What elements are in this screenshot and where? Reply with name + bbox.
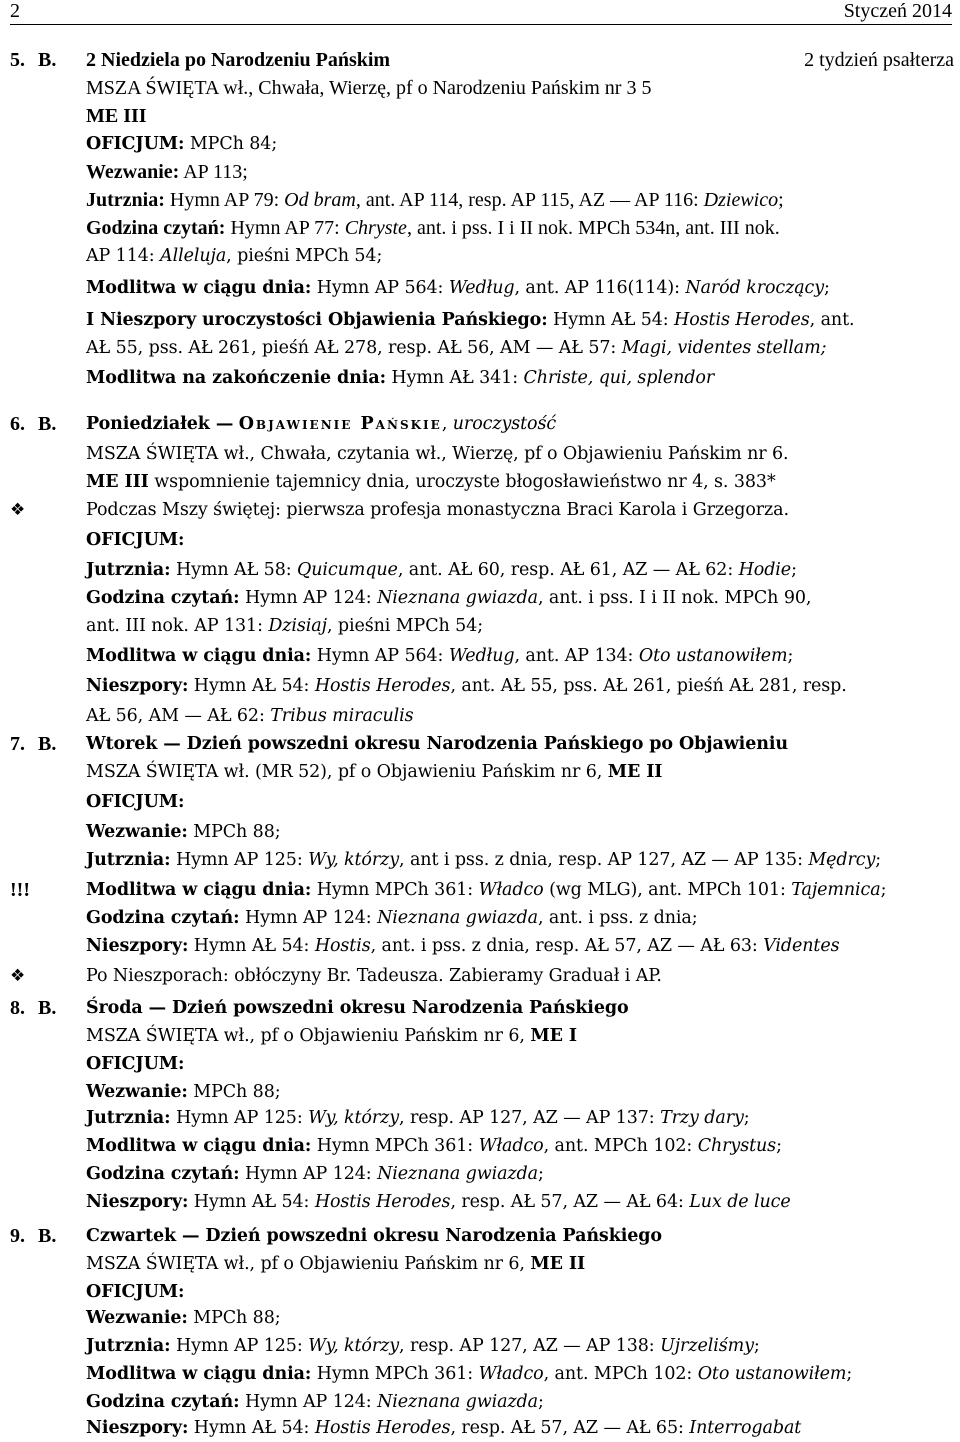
day-title-row [86, 46, 954, 74]
day-title: Środa — Dzień powszedni okresu Narodzenia Pańskiego [86, 998, 629, 1018]
day-number: 6. [10, 413, 25, 435]
jutrznia-refs: , resp. AP 127, AZ — AP 137: [399, 1108, 655, 1128]
modlitwa-ant-title: Naród kroczący [685, 278, 825, 298]
modlitwa-label: Modlitwa w ciągu dnia: [86, 646, 312, 666]
modlitwa-refs: , ant. MPCh 102: [543, 1136, 693, 1156]
wezwanie-label: Wezwanie: [86, 822, 188, 842]
modlitwa-refs: , ant. AP 134: [514, 646, 634, 666]
mass-line [86, 440, 954, 468]
day-letter: B. [38, 997, 57, 1019]
alert-marker: !!! [10, 879, 30, 901]
czytan-label: Godzina czytań: [86, 588, 240, 608]
me-label: ME I [530, 1026, 577, 1046]
modlitwa-end: ; [880, 880, 887, 900]
nieszpory-hymn: Hymn AŁ 54: [193, 676, 310, 696]
czytan-hymn: Hymn AP 124: [244, 1164, 372, 1184]
header-date: Styczeń 2014 [843, 0, 952, 22]
modlitwa-ant-title: Chrystus [697, 1136, 777, 1156]
oficjum-line [86, 1050, 954, 1078]
czytan-hymn: Hymn AP 124: [244, 908, 372, 928]
day-title: Czwartek — Dzień powszedni okresu Narodzenia Pańskiego [86, 1226, 663, 1246]
czytan-label: Godzina czytań: [86, 908, 240, 928]
nieszpory-ant-title: Lux de luce [689, 1192, 791, 1212]
jutrznia-hymn-title: Wy, którzy [308, 1336, 400, 1356]
jutrznia-label: Jutrznia: [86, 1336, 171, 1356]
modlitwa-hymn: Hymn AP 564: [316, 278, 444, 298]
nieszpory-line [86, 1188, 954, 1216]
nieszpory-refs: , ant. [809, 310, 855, 330]
me-label: ME II [530, 1254, 586, 1274]
modlitwa-refs: (wg MLG), ant. MPCh 101: [543, 880, 786, 900]
jutrznia-hymn: Hymn AP 125: [175, 1108, 303, 1128]
jutrznia-label: Jutrznia: [86, 560, 171, 580]
nieszpory-hymn: Hymn AŁ 54: [193, 1192, 310, 1212]
modlitwa-hymn-title: Władco [478, 1136, 544, 1156]
nieszpory-hymn: Hymn AŁ 54: [193, 1418, 310, 1438]
wezwanie-value: MPCh 88; [193, 1082, 281, 1102]
kompleta-label: Modlitwa na zakończenie dnia: [86, 368, 386, 388]
note-line [86, 496, 954, 524]
jutrznia-hymn: Hymn AP 125: [175, 1336, 303, 1356]
nieszpory-hymn-title: Hostis Herodes [314, 1192, 451, 1212]
modlitwa-hymn-title: Według [448, 646, 515, 666]
nieszpory-line-2 [86, 334, 954, 362]
jutrznia-ant-title: Mędrcy [808, 850, 876, 870]
nieszpory-line-2 [86, 702, 954, 730]
psalter-week: 2 tydzień psałterza [804, 49, 954, 71]
mass-text: MSZA ŚWIĘTA wł., pf o Objawieniu Pańskim nr 6, [86, 1026, 525, 1046]
me-label: ME III [86, 472, 149, 492]
nieszpory-line [86, 672, 954, 700]
me-label: ME II [607, 762, 663, 782]
modlitwa-line [86, 642, 954, 670]
kompleta-hymn: Hymn AŁ 341: [391, 368, 519, 388]
czytan2-rest: , pieśni MPCh 54; [226, 246, 383, 266]
jutrznia-line [86, 556, 954, 584]
modlitwa-end: ; [776, 1136, 782, 1156]
modlitwa-hymn: Hymn MPCh 361: [316, 1136, 474, 1156]
day-title-row [86, 410, 954, 438]
jutrznia-refs: , ant. AP 114, resp. AP 115, AZ — AP 116: [355, 189, 699, 211]
czytan-line [86, 584, 954, 612]
jutrznia-line [86, 846, 954, 874]
nieszpory2-refs: AŁ 56, AM — AŁ 62: [86, 706, 265, 726]
jutrznia-hymn-title: Quicumque [297, 560, 398, 580]
czytan-line [86, 904, 954, 932]
nieszpory-hymn: Hymn AŁ 54: [193, 936, 310, 956]
jutrznia-ant-title: Trzy dary [660, 1108, 744, 1128]
day-title: Poniedziałek — [86, 414, 234, 434]
czytan-refs: , ant. i pss. z dnia; [538, 908, 698, 928]
nieszpory-label: Nieszpory: [86, 1418, 189, 1438]
jutrznia-hymn: Hymn AP 125: [175, 850, 303, 870]
nieszpory-line [86, 932, 954, 960]
day-letter: B. [38, 733, 57, 755]
modlitwa-line [86, 876, 954, 904]
jutrznia-hymn: Hymn AP 79: [169, 189, 280, 211]
mass-line [86, 74, 954, 102]
modlitwa-hymn: Hymn MPCh 361: [316, 1364, 474, 1384]
modlitwa-ant-title: Oto ustanowiłem [638, 646, 788, 666]
modlitwa-line [86, 1132, 954, 1160]
czytan-hymn: Hymn AP 77: [230, 217, 340, 239]
day-letter: B. [38, 1225, 57, 1247]
day-letter: B. [38, 413, 57, 435]
nieszpory-hymn-title: Hostis Herodes [314, 676, 451, 696]
page-header [10, 0, 952, 25]
nieszpory-ant-title: Videntes [763, 936, 840, 956]
czytan2-ref: AP 114: [86, 246, 155, 266]
czytan-hymn: Hymn AP 124: [244, 1392, 372, 1412]
modlitwa-refs: , ant. AP 116(114): [514, 278, 680, 298]
oficjum-label: OFICJUM: [86, 1054, 185, 1074]
czytan-label: Godzina czytań: [86, 1164, 240, 1184]
wezwanie-label: Wezwanie: [86, 1308, 188, 1328]
day-title-row [86, 730, 954, 758]
nieszpory-label: Nieszpory: [86, 936, 189, 956]
kompleta-hymn-title: Christe, qui, splendor [523, 368, 715, 388]
jutrznia-hymn-title: Od bram [284, 189, 356, 211]
feast-rank: uroczystość [452, 414, 557, 434]
modlitwa-hymn-title: Władco [478, 1364, 544, 1384]
wezwanie-label: Wezwanie: [86, 1082, 188, 1102]
note-text: Po Nieszporach: obłóczyny Br. Tadeusza. Zabieramy Graduał i AP. [86, 966, 662, 986]
nieszpory-hymn: Hymn AŁ 54: [553, 310, 669, 330]
czytan-hymn-title: Nieznana gwiazda [377, 588, 538, 608]
mass-line [86, 1022, 954, 1050]
note-text: Podczas Mszy świętej: pierwsza profesja monastyczna Braci Karola i Grzegorza. [86, 500, 789, 520]
jutrznia-ant-title: Dziewico [703, 189, 779, 211]
day-title: Wtorek — Dzień powszedni okresu Narodzenia Pańskiego po Objawieniu [86, 734, 789, 754]
czytan-line-2 [86, 612, 954, 640]
kompleta-line [86, 364, 954, 392]
nieszpory2-title: Magi, videntes stellam; [621, 338, 827, 358]
czytan-refs: ; [538, 1164, 544, 1184]
czytan-hymn-title: Nieznana gwiazda [377, 1164, 538, 1184]
day-title-row [86, 1222, 954, 1250]
modlitwa-hymn: Hymn AP 564: [316, 646, 444, 666]
oficjum-label: OFICJUM: [86, 1282, 185, 1302]
jutrznia-label: Jutrznia: [86, 189, 165, 211]
modlitwa-label: Modlitwa w ciągu dnia: [86, 278, 312, 298]
jutrznia-ant-title: Hodie [738, 560, 792, 580]
modlitwa-end: ; [787, 646, 794, 666]
oficjum-line [86, 130, 954, 158]
me-value: wspomnienie tajemnicy dnia, uroczyste błogosławieństwo nr 4, s. 383* [154, 472, 776, 492]
nieszpory-ant-title: Interrogabat [689, 1418, 802, 1438]
modlitwa-label: Modlitwa w ciągu dnia: [86, 1136, 312, 1156]
mass-text: MSZA ŚWIĘTA wł., pf o Objawieniu Pańskim nr 6, [86, 1254, 525, 1274]
nieszpory-hymn-title: Hostis Herodes [674, 310, 810, 330]
nieszpory-label: Nieszpory: [86, 1192, 189, 1212]
mass-text: MSZA ŚWIĘTA wł., Chwała, Wierzę, pf o Narodzeniu Pańskim nr 3 [86, 77, 637, 99]
nieszpory-refs: , resp. AŁ 57, AZ — AŁ 64: [450, 1192, 684, 1212]
title-sep: , [441, 414, 453, 434]
modlitwa-end: ; [846, 1364, 853, 1384]
me-label: ME III [86, 105, 147, 127]
nieszpory-label: Nieszpory: [86, 676, 189, 696]
modlitwa-hymn-title: Władco [478, 880, 544, 900]
oficjum-line [86, 788, 954, 816]
czytan-refs: ; [538, 1392, 544, 1412]
oficjum-label: OFICJUM: [86, 792, 185, 812]
wezwanie-label: Wezwanie: [86, 161, 180, 183]
jutrznia-end: ; [875, 850, 882, 870]
jutrznia-label: Jutrznia: [86, 850, 171, 870]
jutrznia-label: Jutrznia: [86, 1108, 171, 1128]
diamond-bullet-icon: ❖ [10, 966, 26, 986]
modlitwa-end: ; [824, 278, 830, 298]
jutrznia-end: ; [791, 560, 797, 580]
mass-line [86, 1250, 954, 1278]
wezwanie-value: AP 113; [183, 161, 248, 183]
jutrznia-ant-title: Ujrzeliśmy [660, 1336, 754, 1356]
feast-name: Objawienie Pańskie [238, 414, 442, 434]
nieszpory-hymn-title: Hostis Herodes [314, 1418, 451, 1438]
modlitwa-ant-title: Tajemnica [791, 880, 881, 900]
czytan-line [86, 214, 954, 242]
modlitwa-line [86, 274, 954, 302]
nieszpory-refs: , ant. i pss. z dnia, resp. AŁ 57, AZ — AŁ 63: [370, 936, 758, 956]
day-number: 8. [10, 997, 25, 1019]
czytan-hymn-title: Nieznana gwiazda [377, 1392, 538, 1412]
mass-ref: 5 [641, 77, 652, 99]
czytan2-ref: ant. III nok. AP 131: [86, 616, 263, 636]
jutrznia-hymn: Hymn AŁ 58: [175, 560, 292, 580]
mass-line [86, 758, 954, 786]
nieszpory-hymn-title: Hostis [314, 936, 371, 956]
oficjum-line [86, 526, 954, 554]
oficjum-value: MPCh 84; [189, 134, 278, 154]
czytan2-title: Dzisiaj [268, 616, 327, 636]
czytan-refs: , ant. i pss. I i II nok. MPCh 90, [538, 588, 812, 608]
nieszpory-line [86, 1414, 954, 1442]
nieszpory2-title: Tribus miraculis [270, 706, 414, 726]
nieszpory-line [86, 306, 954, 334]
jutrznia-hymn-title: Wy, którzy [308, 1108, 400, 1128]
day-letter: B. [38, 49, 57, 71]
modlitwa-ant-title: Oto ustanowiłem [697, 1364, 847, 1384]
day-number: 7. [10, 733, 25, 755]
mass-text: MSZA ŚWIĘTA wł., Chwała, czytania wł., Wierzę, pf o Objawieniu Pańskim nr 6. [86, 444, 789, 464]
jutrznia-refs: , ant i pss. z dnia, resp. AP 127, AZ — AP 135: [399, 850, 803, 870]
nieszpory-label: I Nieszpory uroczystości Objawienia Pańskiego: [86, 310, 548, 330]
day-title-row [86, 994, 954, 1022]
me-line [86, 102, 954, 130]
czytan-hymn-title: Chryste [344, 217, 407, 239]
oficjum-label: OFICJUM: [86, 134, 185, 154]
oficjum-line [86, 1278, 954, 1306]
czytan-hymn: Hymn AP 124: [244, 588, 372, 608]
jutrznia-refs: , ant. AŁ 60, resp. AŁ 61, AZ — AŁ 62: [397, 560, 734, 580]
jutrznia-end: ; [778, 189, 784, 211]
modlitwa-hymn-title: Według [448, 278, 515, 298]
wezwanie-line [86, 1078, 954, 1106]
jutrznia-refs: , resp. AP 127, AZ — AP 138: [399, 1336, 655, 1356]
page-number: 2 [10, 0, 20, 22]
wezwanie-value: MPCh 88; [193, 1308, 281, 1328]
nieszpory-refs: , resp. AŁ 57, AZ — AŁ 65: [450, 1418, 684, 1438]
me-line [86, 468, 954, 496]
jutrznia-line [86, 1332, 954, 1360]
jutrznia-line [86, 1104, 954, 1132]
modlitwa-hymn: Hymn MPCh 361: [316, 880, 474, 900]
czytan-hymn-title: Nieznana gwiazda [377, 908, 538, 928]
jutrznia-line [86, 186, 954, 214]
jutrznia-hymn-title: Wy, którzy [308, 850, 400, 870]
nieszpory2-refs: AŁ 55, pss. AŁ 261, pieśń AŁ 278, resp. AŁ 56, AM — AŁ 57: [86, 338, 617, 358]
wezwanie-line [86, 158, 954, 186]
czytan-line-2 [86, 242, 954, 270]
czytan-refs: , ant. i pss. I i II nok. MPCh 534n, ant. III nok. [406, 217, 780, 239]
jutrznia-end: ; [753, 1336, 760, 1356]
note-line [86, 962, 954, 990]
nieszpory-refs: , ant. AŁ 55, pss. AŁ 261, pieśń AŁ 281, resp. [450, 676, 847, 696]
czytan2-title: Alleluja [160, 246, 227, 266]
modlitwa-label: Modlitwa w ciągu dnia: [86, 880, 312, 900]
modlitwa-refs: , ant. MPCh 102: [543, 1364, 693, 1384]
modlitwa-line [86, 1360, 954, 1388]
day-title: 2 Niedziela po Narodzeniu Pańskim [86, 49, 391, 71]
czytan-label: Godzina czytań: [86, 1392, 240, 1412]
mass-text: MSZA ŚWIĘTA wł. (MR 52), pf o Objawieniu Pańskim nr 6, [86, 762, 603, 782]
modlitwa-label: Modlitwa w ciągu dnia: [86, 1364, 312, 1384]
wezwanie-line [86, 818, 954, 846]
day-number: 9. [10, 1225, 25, 1247]
czytan-line [86, 1388, 954, 1416]
czytan2-rest: , pieśni MPCh 54; [326, 616, 484, 636]
day-number: 5. [10, 49, 25, 71]
diamond-bullet-icon: ❖ [10, 500, 26, 520]
czytan-label: Godzina czytań: [86, 217, 226, 239]
oficjum-label: OFICJUM: [86, 530, 185, 550]
wezwanie-line [86, 1304, 954, 1332]
czytan-line [86, 1160, 954, 1188]
wezwanie-value: MPCh 88; [193, 822, 281, 842]
jutrznia-end: ; [743, 1108, 750, 1128]
